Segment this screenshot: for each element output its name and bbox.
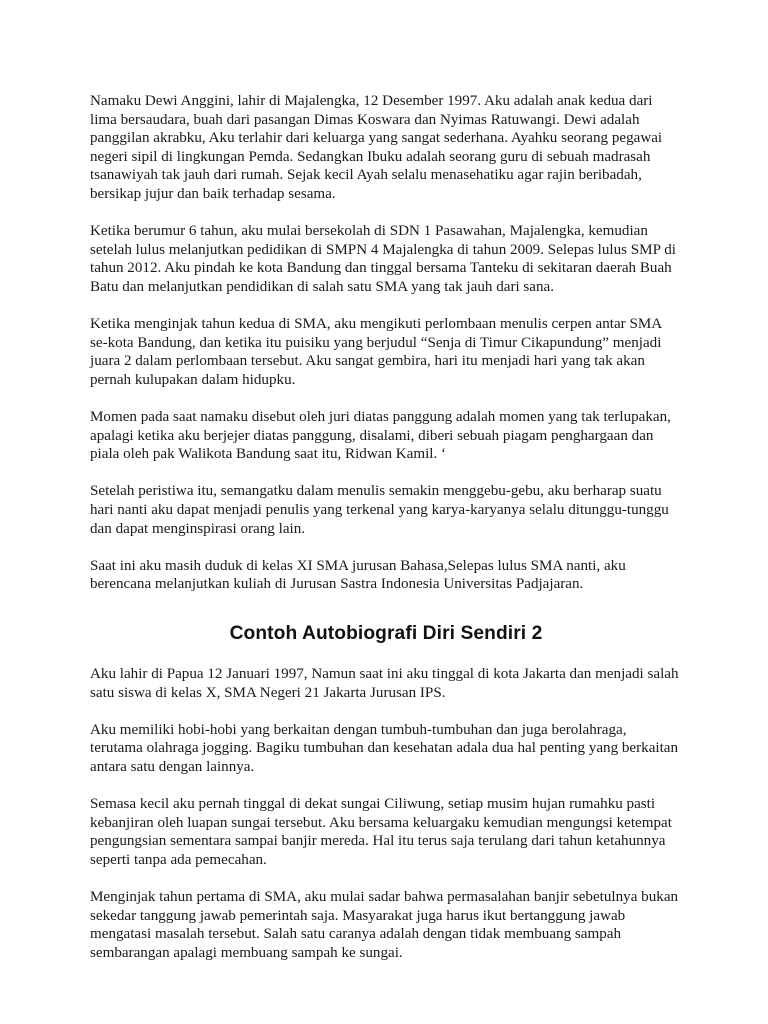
paragraph-1-4: Momen pada saat namaku disebut oleh juri diatas panggung adalah momen yang tak terlupakan, apalagi ketika aku berjejer diatas panggung, disalami, diberi sebuah piagam penghargaan dan piala oleh pak Walikota Bandung saat itu, Ridwan Kamil. ‘: [90, 409, 671, 463]
autobiography-section-1: [90, 92, 682, 594]
paragraph-1-1: Namaku Dewi Anggini, lahir di Majalengka, 12 Desember 1997. Aku adalah anak kedua dari lima bersaudara, buah dari pasangan Dimas Koswara dan Nyimas Ratuwangi. Dewi adalah panggilan akrabku, Aku terlahir dari keluarga yang sangat sederhana. Ayahku seorang pegawai negeri sipil di lingkungan Pemda. Sedangkan Ibuku adalah seorang guru di sebuah madrasah tsanawiyah tak jauh dari rumah. Sejak kecil Ayah selalu menasehatiku agar rajin beribadah, bersikap jujur dan baik terhadap sesama.: [90, 93, 663, 202]
paragraph-1-3: Ketika menginjak tahun kedua di SMA, aku mengikuti perlombaan menulis cerpen antar SMA se-kota Bandung, dan ketika itu puisiku yang berjudul “Senja di Timur Cikapundung” menjadi juara 2 dalam perlombaan tersebut. Aku sangat gembira, hari itu menjadi hari yang tak akan pernah kulupakan dalam hidupku.: [90, 316, 663, 388]
paragraph-2-4: Menginjak tahun pertama di SMA, aku mulai sadar bahwa permasalahan banjir sebetulnya bukan sekedar tanggung jawab pemerintah saja. Masyarakat juga harus ikut bertanggung jawab mengatasi masalah tersebut. Salah satu caranya adalah dengan tidak membuang sampah sembarangan apalagi membuang sampah ke sungai.: [90, 889, 679, 961]
paragraph-1-6: Saat ini aku masih duduk di kelas XI SMA jurusan Bahasa,Selepas lulus SMA nanti, aku berencana melanjutkan kuliah di Jurusan Sastra Indonesia Universitas Padjajaran.: [90, 557, 626, 593]
paragraph-2-1: Aku lahir di Papua 12 Januari 1997, Namun saat ini aku tinggal di kota Jakarta dan menjadi salah satu siswa di kelas X, SMA Negeri 21 Jakarta Jurusan IPS.: [90, 666, 679, 701]
autobiography-section-2: [90, 665, 682, 963]
paragraph-2-3: Semasa kecil aku pernah tinggal di dekat sungai Ciliwung, setiap musim hujan rumahku pasti kebanjiran oleh luapan sungai tersebut. Aku bersama keluargaku kemudian mengungsi ketempat pengungsian sementara sampai banjir mereda. Hal itu terus saja terulang dari tahun ketahunnya seperti tanpa ada pemecahan.: [90, 796, 672, 868]
section-heading: Contoh Autobiografi Diri Sendiri 2: [229, 623, 543, 645]
paragraph-1-2: Ketika berumur 6 tahun, aku mulai bersekolah di SDN 1 Pasawahan, Majalengka, kemudian setelah lulus melanjutkan pedidikan di SMPN 4 Majalengka di tahun 2009. Selepas lulus SMP di tahun 2012. Aku pindah ke kota Bandung dan tinggal bersama Tanteku di sekitaran daerah Buah Batu dan melanjutkan pendidikan di salah satu SMA yang tak jauh dari sana.: [90, 223, 676, 295]
document-page: [90, 92, 682, 981]
paragraph-2-2: Aku memiliki hobi-hobi yang berkaitan dengan tumbuh-tumbuhan dan juga berolahraga, terutama olahraga jogging. Bagiku tumbuhan dan kesehatan adala dua hal penting yang berkaitan antara satu dengan lainnya.: [90, 721, 679, 775]
paragraph-1-5: Setelah peristiwa itu, semangatku dalam menulis semakin menggebu-gebu, aku berharap suatu hari nanti aku dapat menjadi penulis yang terkenal yang karya-karyanya selalu ditunggu-tunggu dan dapat menginspirasi orang lain.: [90, 483, 669, 537]
